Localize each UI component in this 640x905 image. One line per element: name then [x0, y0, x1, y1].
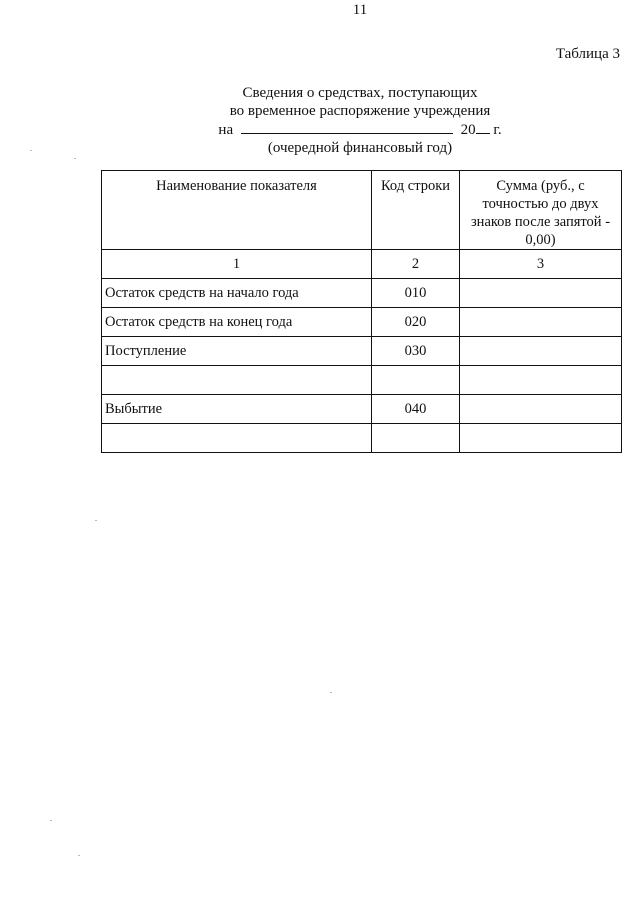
- row-sum: [460, 279, 622, 308]
- row-code: 040: [372, 395, 460, 424]
- row-code: [372, 424, 460, 453]
- row-name: [102, 366, 372, 395]
- row-name: Поступление: [102, 337, 372, 366]
- table-row: [102, 366, 622, 395]
- row-sum: [460, 395, 622, 424]
- heading-line-2: во временное распоряжение учреждения: [229, 103, 491, 119]
- heading-line-3: [0, 120, 640, 139]
- row-name: Остаток средств на конец года: [102, 308, 372, 337]
- year-prefix: 20: [460, 122, 476, 138]
- year-blank: [476, 120, 490, 134]
- header-sum: Сумма (руб., с точностью до двух знаков после запятой - 0,00): [460, 171, 622, 250]
- scan-speck: [50, 820, 52, 821]
- row-sum: [460, 424, 622, 453]
- heading-line-1: Сведения о средствах, поступающих: [242, 85, 478, 101]
- table-row: [102, 337, 622, 366]
- row-code: 020: [372, 308, 460, 337]
- heading-prefix: на: [218, 122, 234, 138]
- row-name: Выбытие: [102, 395, 372, 424]
- row-name: Остаток средств на начало года: [102, 279, 372, 308]
- row-sum: [460, 366, 622, 395]
- table-row: [102, 424, 622, 453]
- row-sum: [460, 308, 622, 337]
- scan-speck: [30, 150, 32, 151]
- funds-table: [101, 170, 622, 453]
- row-name: [102, 424, 372, 453]
- column-number: 3: [460, 250, 622, 279]
- scan-speck: [330, 692, 332, 693]
- scan-speck: [74, 158, 76, 159]
- column-number: 1: [102, 250, 372, 279]
- header-row-code: Код строки: [372, 171, 460, 250]
- row-sum: [460, 337, 622, 366]
- year-suffix: г.: [493, 122, 502, 138]
- heading-line-4: (очередной финансовый год): [267, 140, 453, 156]
- row-code: 030: [372, 337, 460, 366]
- page-number: 11: [352, 2, 368, 18]
- scan-speck: [95, 520, 97, 521]
- period-blank: [241, 120, 453, 134]
- table-label: Таблица 3: [555, 46, 620, 62]
- header-indicator-name: Наименование показателя: [102, 171, 372, 250]
- table-heading: [0, 84, 640, 157]
- scan-speck: [78, 855, 80, 856]
- table-row: [102, 279, 622, 308]
- row-code: [372, 366, 460, 395]
- table-row: [102, 308, 622, 337]
- table-row: [102, 395, 622, 424]
- row-code: 010: [372, 279, 460, 308]
- table-header-row: [102, 171, 622, 250]
- column-number-row: [102, 250, 622, 279]
- column-number: 2: [372, 250, 460, 279]
